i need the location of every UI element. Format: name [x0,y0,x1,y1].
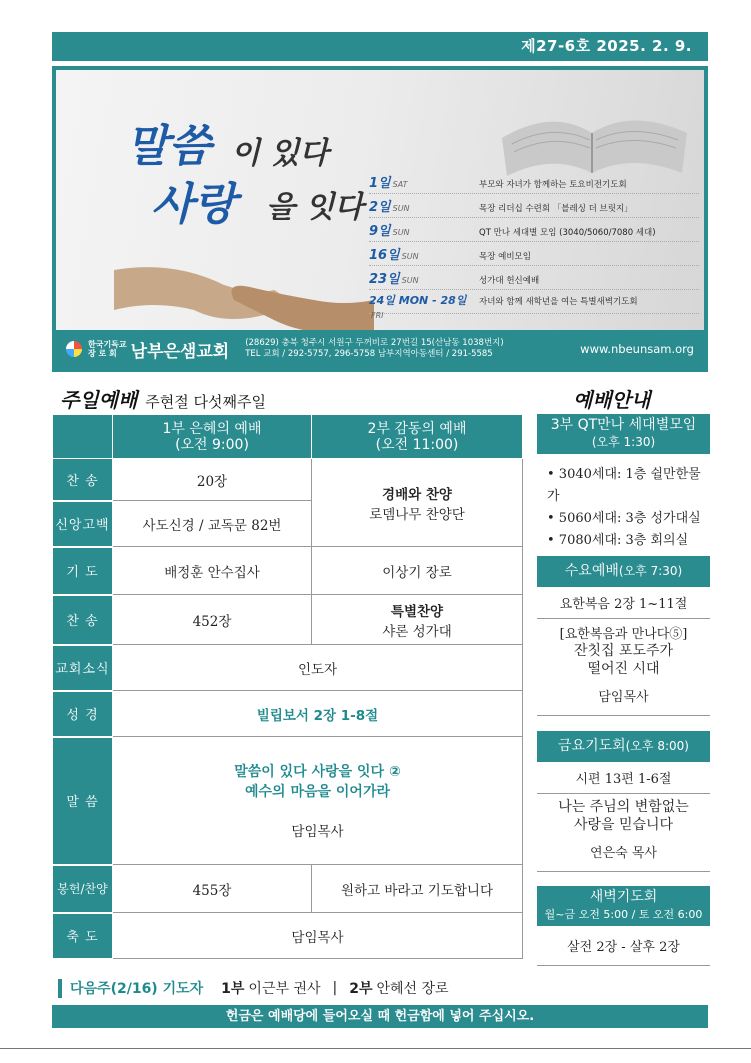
issue-number: 제27-6호 2025. 2. 9. [521,37,692,55]
denomination-label: 한국기독교 장 로 회 [88,340,127,358]
schedule-row: 1일 SAT 부모와 자녀가 함께하는 토요비전기도회 [369,172,699,194]
offering-notice: 헌금은 예배당에 들어오실 때 헌금함에 넣어 주십시오. [52,1005,708,1028]
sermon-cell: 말씀이 있다 사랑을 잇다 ② 예수의 마음을 이어가라 담임목사 [113,737,523,865]
banner-title-rest2: 을 잇다 [266,190,364,225]
cell: 배정훈 안수집사 [113,547,312,595]
first-service-header: 1부 은혜의 예배 (오전 9:00) [113,415,312,459]
worship-order-table [52,414,523,960]
row-label: 신앙고백 [53,501,113,547]
cell: 담임목사 [113,913,523,959]
banner [52,66,708,372]
scripture-cell: 빌립보서 2장 1-8절 [113,691,523,737]
dawn-title: 새벽기도회 월~금 오전 5:00 / 토 오전 6:00 [537,886,710,926]
dawn-prayer-box [537,886,710,966]
banner-title-word1: 말씀 [126,121,212,172]
row-label: 찬 송 [53,459,113,501]
cell: 원하고 바라고 기도합니다 [312,865,523,913]
cell: 이상기 장로 [312,547,523,595]
dawn-scripture: 살전 2장 - 살후 2장 [537,926,710,966]
wednesday-preacher: 담임목사 [537,678,710,716]
worship-subheading: 주현절 다섯째주일 [145,393,266,411]
wednesday-sermon: 잔칫집 포도주가 떨어진 시대 [573,643,674,677]
row-label: 봉헌/찬양 [53,865,113,913]
friday-title: 금요기도회(오후 8:00) [537,731,710,762]
accent-bar [58,979,62,998]
special-cell: 특별찬양 샤론 성가대 [312,595,523,645]
next-week-prayer: 다음주(2/16) 기도자 1부 이근부 권사 | 2부 안혜선 장로 [58,978,449,998]
list-item: • 5060세대: 3층 성가대실 [547,511,701,526]
church-info-bar [56,330,704,368]
row-label: 기 도 [53,547,113,595]
qt-meeting-box [537,414,710,558]
schedule-row: 9일 SUN QT 만나 세대별 모임 (3040/5060/7080 세대) [369,220,699,242]
church-name: 남부은샘교회 [130,341,230,362]
banner-title-rest1: 이 있다 [231,136,329,171]
list-item: • 3040세대: 1층 쉴만한물가 [547,467,701,504]
schedule-row: 24일 MON - 28일FRI 자녀와 함께 새학년을 여는 특별새벽기도회 [369,292,699,314]
schedule-row: 23일 SUN 성가대 헌신예배 [369,268,699,290]
list-item: • 7080세대: 3층 회의실 [547,533,689,548]
cell: 452장 [113,595,312,645]
wednesday-series: [요한복음과 만나다⑤] [559,627,688,642]
wednesday-service-box [537,556,710,716]
month-schedule [369,172,699,320]
friday-sermon: 나는 주님의 변함없는 사랑을 믿습니다 [558,799,689,833]
friday-preacher: 연은숙 목사 [537,834,710,872]
church-logo-icon [66,341,82,357]
qt-title: 3부 QT만나 세대별모임 (오후 1:30) [537,414,710,454]
church-address: (28629) 충북 청주시 서원구 두꺼비로 27번길 15(산남동 1038번지) TEL 교회 / 292-5757, 296-5758 남부지역아동센터 / 291-5585 [245,338,504,359]
worship-heading: 주일예배 주현절 다섯째주일 [60,388,266,412]
wednesday-scripture: 요한복음 2장 1~11절 [537,587,710,619]
issue-bar [52,32,708,61]
praise-cell: 경배와 찬양 로뎀나무 찬양단 [312,459,523,547]
qt-list [537,454,710,558]
row-label: 교회소식 [53,645,113,691]
row-label: 말 씀 [53,737,113,865]
row-label: 성 경 [53,691,113,737]
wednesday-title: 수요예배(오후 7:30) [537,556,710,587]
schedule-row: 16일 SUN 목장 예비모임 [369,244,699,266]
row-label: 찬 송 [53,595,113,645]
banner-title-word2: 사랑 [151,179,237,230]
schedule-row: 2일 SUN 목장 리더십 수련회 「블레싱 더 브릿지」 [369,196,699,218]
cell: 455장 [113,865,312,913]
row-label: 축 도 [53,913,113,959]
friday-prayer-box [537,731,710,872]
cell: 인도자 [113,645,523,691]
second-service-header: 2부 감동의 예배 (오전 11:00) [312,415,523,459]
side-heading: 예배안내 [573,388,651,412]
cell: 사도신경 / 교독문 82번 [113,501,312,547]
bottom-divider [0,1048,751,1049]
cell: 20장 [113,459,312,501]
friday-scripture: 시편 13편 1-6절 [537,762,710,794]
church-website[interactable]: www.nbeunsam.org [580,342,694,356]
